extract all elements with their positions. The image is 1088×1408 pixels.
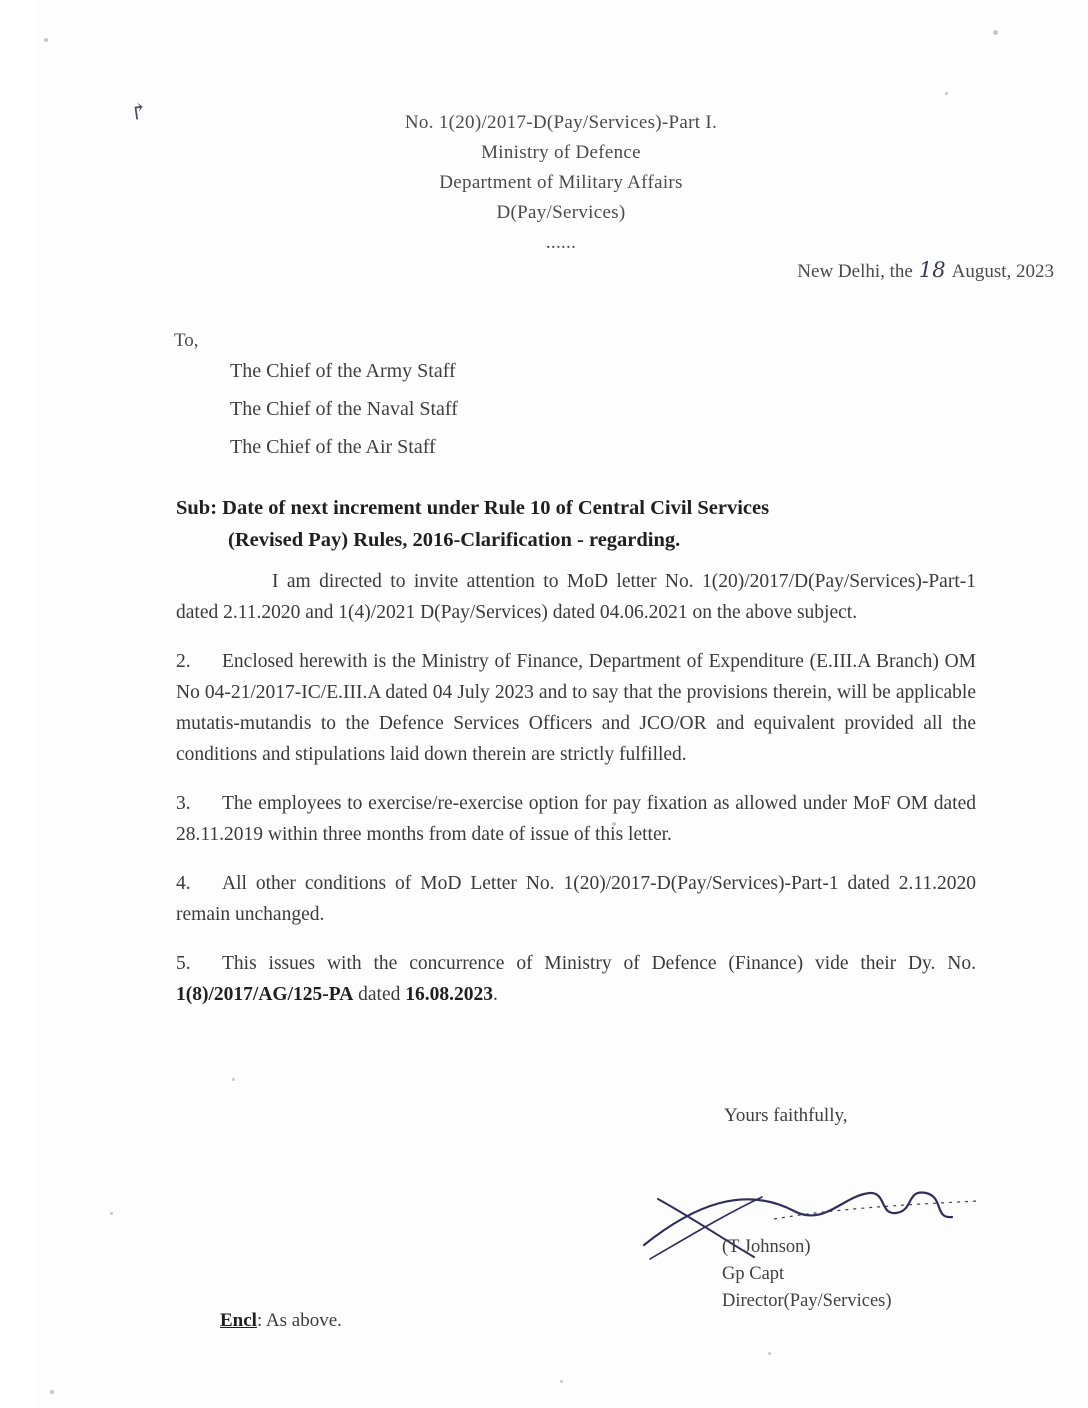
letter-body bbox=[176, 566, 976, 1028]
corner-mark: ↱ bbox=[128, 98, 151, 127]
dateline-suffix: August, 2023 bbox=[951, 261, 1054, 282]
paragraph-5-reference: 1(8)/2017/AG/125-PA bbox=[176, 984, 354, 1005]
signatory-designation: Director(Pay/Services) bbox=[722, 1291, 892, 1311]
letterhead bbox=[34, 108, 1088, 258]
paragraph-5-date: 16.08.2023 bbox=[405, 984, 494, 1005]
addressee-item: The Chief of the Naval Staff bbox=[230, 398, 458, 420]
paragraph-4-number: 4. bbox=[176, 873, 191, 894]
paragraph-2-number: 2. bbox=[176, 651, 191, 672]
subject-line bbox=[176, 492, 976, 556]
signatory-rank: Gp Capt bbox=[722, 1264, 785, 1284]
ministry-name: Ministry of Defence bbox=[481, 142, 641, 163]
paragraph-5-text-after: . bbox=[493, 984, 498, 1005]
closing-salutation: Yours faithfully, bbox=[724, 1105, 848, 1126]
paragraph-3-text: The employees to exercise/re-exercise option for pay fixation as allowed under MoF OM dated 28.11.2019 within three months from date of issue of this letter. bbox=[176, 793, 976, 845]
division-name: D(Pay/Services) bbox=[496, 202, 626, 223]
to-label: To, bbox=[174, 330, 199, 351]
enclosure-value: : As above. bbox=[256, 1310, 342, 1331]
paragraph-1: I am directed to invite attention to MoD letter No. 1(20)/2017/D(Pay/Services)-Part-1 dated 2.11.2020 and 1(4)/2021 D(Pay/Services) dated 04.06.2021 on the above subject. bbox=[176, 571, 976, 623]
dateline bbox=[34, 258, 1054, 283]
paragraph-2-text: Enclosed herewith is the Ministry of Finance, Department of Expenditure (E.III.A Branch) OM No 04-21/2017-IC/E.III.A dated 04 July 2023 and to say that the provisions therein, will be applicable mutatis-mutandis to the Defence Services Officers and JCO/OR and equivalent provided all the conditions and stipulations laid down therein are strictly fulfilled. bbox=[176, 651, 976, 765]
dateline-prefix: New Delhi, the bbox=[797, 261, 913, 282]
signatory-name: (T Johnson) bbox=[722, 1237, 811, 1257]
subject-line-2: (Revised Pay) Rules, 2016-Clarification - regarding. bbox=[228, 529, 681, 551]
paragraph-2 bbox=[176, 646, 976, 770]
paragraph-3 bbox=[176, 788, 976, 850]
dateline-day-handwritten: 18 bbox=[918, 258, 946, 282]
signatory-block bbox=[722, 1234, 892, 1315]
addressee-item: The Chief of the Army Staff bbox=[230, 360, 456, 382]
addressee-list bbox=[230, 352, 870, 466]
paragraph-5-text-before: This issues with the concurrence of Ministry of Defence (Finance) vide their Dy. No. bbox=[222, 953, 976, 974]
file-number: No. 1(20)/2017-D(Pay/Services)-Part I. bbox=[404, 112, 718, 133]
addressee-item: The Chief of the Air Staff bbox=[230, 436, 436, 458]
scan-left-margin bbox=[0, 0, 34, 1408]
header-separator: ...... bbox=[545, 232, 577, 253]
letter-sheet bbox=[34, 0, 1088, 1408]
department-name: Department of Military Affairs bbox=[439, 172, 683, 193]
paragraph-5 bbox=[176, 948, 976, 1010]
paragraph-3-number: 3. bbox=[176, 793, 191, 814]
enclosure-label: Encl bbox=[220, 1310, 257, 1331]
paragraph-4 bbox=[176, 868, 976, 930]
paragraph-5-text-middle: dated bbox=[358, 984, 401, 1005]
paragraph-4-text: All other conditions of MoD Letter No. 1(20)/2017-D(Pay/Services)-Part-1 dated 2.11.2020 remain unchanged. bbox=[176, 873, 976, 925]
enclosure-note bbox=[220, 1310, 342, 1332]
subject-line-1: Sub: Date of next increment under Rule 10 of Central Civil Services bbox=[176, 497, 770, 519]
paragraph-5-number: 5. bbox=[176, 953, 191, 974]
